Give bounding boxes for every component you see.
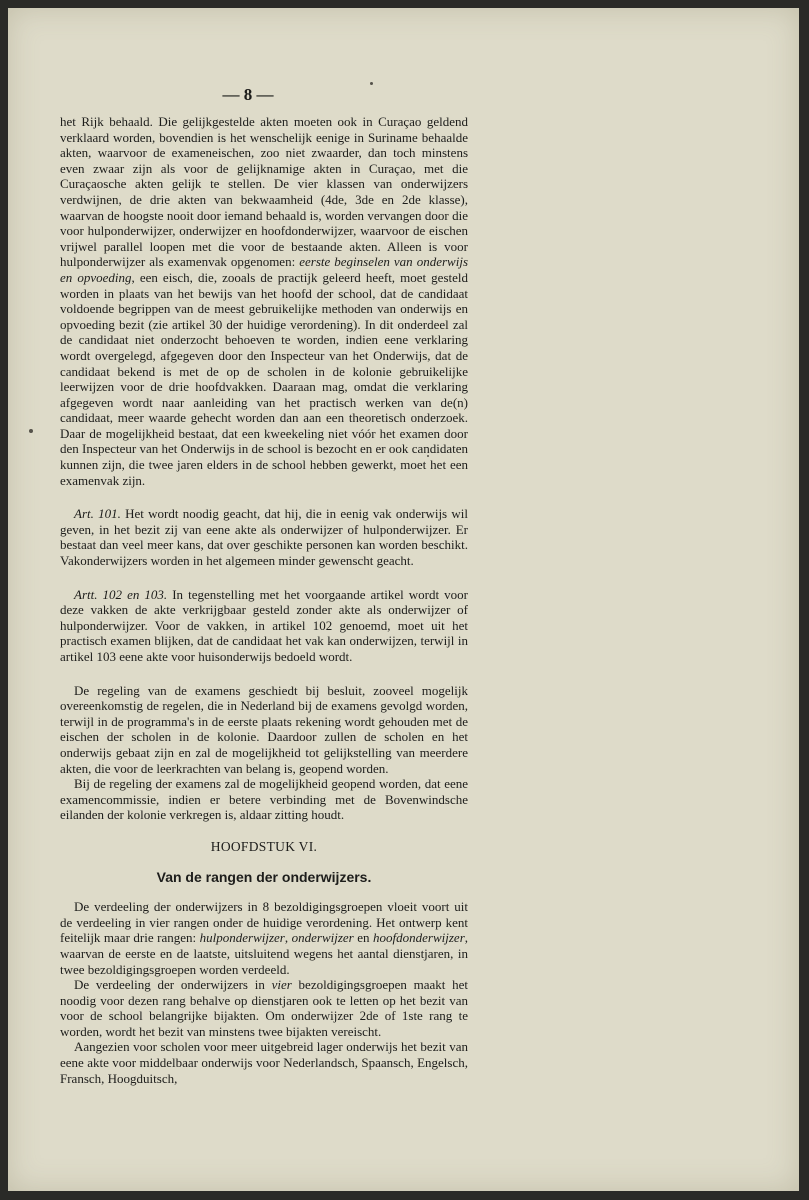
paragraph-examencommissie: Bij de regeling der examens zal de mogelijkheid geopend worden, dat eene examencommissie, indien er betere verbinding met de Bovenwindsche eilanden der kolonie verkregen is, aldaar zitting houdt. [60,776,468,823]
section-heading: Van de rangen der onderwijzers. [156,868,372,885]
paragraph-vier-groepen: De verdeeling der onderwijzers in vier bezoldigingsgroepen maakt het noodig voor dezen rang behalve op dienstjaren ook te letten op het bezit van voor de school belangrijke bijakten. Om onderwijzer 2de of 1ste rang te worden, wordt het bezit van minstens twee bijakten vereischt. [60,977,468,1039]
chapter-heading: HOOFDSTUK VI. [210,838,318,854]
text-column [60,114,468,1086]
scanned-page [8,8,799,1191]
paragraph-art-101: Art. 101. Het wordt noodig geacht, dat hij, die in eenig vak onderwijs wil geven, in het bezit zij van eene akte als onderwijzer of hulponderwijzer. Er bestaat dan veel meer kans, dat over geschikte personen kan worden beschikt. Vakonderwijzers worden in het algemeen minder gewenscht geacht. [60,506,468,569]
paragraph-uitgebreid-lager: Aangezien voor scholen voor meer uitgebreid lager onderwijs het bezit van eene akte voor middelbaar onderwijs voor Nederlandsch, Spaansch, Engelsch, Fransch, Hoogduitsch, [60,1039,468,1086]
paper-speck [29,429,33,433]
paragraph-artt-102-103: Artt. 102 en 103. In tegenstelling met het voorgaande artikel wordt voor deze vakken de akte verkrijgbaar gesteld zonder akte als onderwijzer of hulponderwijzer. Voor de vakken, in artikel 102 genoemd, moet uit het practisch examen blijken, dat de candidaat het vak kan onderwijzen, terwijl in artikel 103 eene akte voor huisonderwijs bedoeld wordt. [60,586,468,664]
page-number: — 8 — [222,85,274,104]
paragraph-examens: De regeling van de examens geschiedt bij besluit, zooveel mogelijk overeenkomstig de regelen, die in Nederland bij de examens gevolgd worden, terwijl in de programma's in de eerste plaats rekening wordt gehouden met de eischen der scholen in de kolonie. Daardoor zullen de scholen en het onderwijs gebaat zijn en zal de mogelijkheid tot gelijkstelling van meerdere akten, die voor de leerkrachten van belang is, geopend worden. [60,682,468,776]
article-label: Artt. 102 en 103. [74,586,168,602]
paragraph-bezoldigingsgroepen: De verdeeling der onderwijzers in 8 bezoldigingsgroepen vloeit voort uit de verdeeling in vier rangen onder de huidige verordening. Het ontwerp kent feitelijk maar drie rangen: hulponderwijzer, onderwijzer en hoofdonderwijzer, waarvan de eerste en de laatste, uitsluitend wegens het aantal dienstjaren, in twee bezoldigingsgroepen worden verdeeld. [60,899,469,977]
article-label: Art. 101. [74,506,121,522]
paragraph-continuation: het Rijk behaald. Die gelijkgestelde akten moeten ook in Curaçao geldend verklaard worden, bovendien is het wenschelijk eenige in Suriname behaalde akten, waarvoor de exameneischen, zoo niet zwaarder, dan toch minstens even zwaar zijn als voor de gelijknamige akten in Curaçao, met die Curaçaosche akten gelijk te stellen. De vier klassen van onderwijzers verdwijnen, de drie akten van bekwaamheid (4de, 3de en 2de klasse), waarvan de hoogste nooit door iemand behaald is, worden vervangen door die voor hulponderwijzer, onderwijzer en hoofdonderwijzer, waarvoor de eischen vrijwel parallel loopen met die voor de bestaande akten. Alleen is voor hulponderwijzer als examenvak opgenomen: eerste beginselen van onderwijs en opvoeding, een eisch, die, zooals de practijk geleerd heeft, moet gesteld worden in plaats van het bewijs van het hoofd der school, dat de candidaat voldoende begrippen van de meest gebruikelijke methoden van onderwijs en opvoeding bezit (zie artikel 30 der huidige verordening). In dit onderdeel zal de candidaat niet onderzocht behoeven te worden, indien eene verklaring wordt overgelegd, afgegeven door den Inspecteur van het Onderwijs, dat de candidaat bekend is met de op de scholen in de kolonie gebruikelijke leerwijzen voor de drie hoofdvakken. Daaraan mag, omdat die verklaring afgegeven wordt naar aanleiding van het practisch werken van de(n) candidaat, meer waarde gehecht worden dan aan een theoretisch onderzoek. Daar de mogelijkheid bestaat, dat een kweekeling niet vóór het examen door den Inspecteur van het Onderwijs in de school is bezocht en er ook candidaten kunnen zijn, die twee jaren elders in de school hebben gewerkt, moet het een examenvak zijn. [60,114,469,488]
